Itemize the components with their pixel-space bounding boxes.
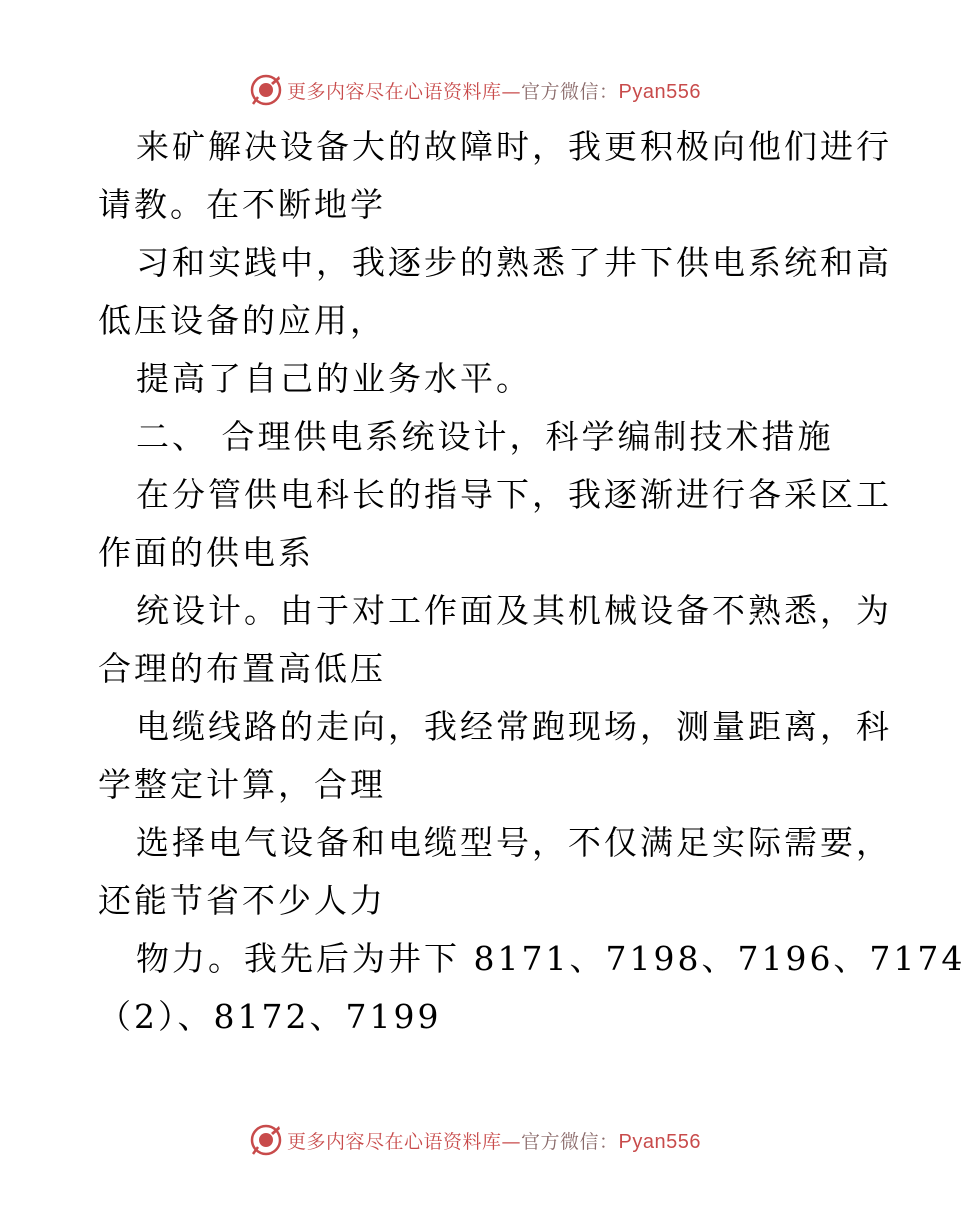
text-line: 选择电气设备和电缆型号，不仅满足实际需要， [136,823,892,862]
text-line: 物力。我先后为井下 8171、7198、7196、7174 [136,939,965,978]
header-banner-inner [249,73,701,107]
header-banner-text [287,77,701,104]
text-line: 请教。在不断地学 [98,185,386,224]
header-wechat-account: Pyan556 [618,80,701,103]
text-line: 作面的供电系 [98,533,314,572]
header-banner [0,70,950,110]
text-line: 学整定计算，合理 [98,765,386,804]
footer-banner [0,1120,950,1160]
text-line: 合理的布置高低压 [98,649,386,688]
text-line: 统设计。由于对工作面及其机械设备不熟悉，为 [136,591,892,630]
footer-slogan: 更多内容尽在心语资料库 [287,1130,502,1153]
footer-dash: — [501,1130,522,1153]
header-dash: — [501,80,522,103]
footer-wechat-account: Pyan556 [618,1130,701,1153]
text-line: （2）、8172、7199 [98,997,442,1036]
footer-banner-inner [249,1123,701,1157]
footer-banner-text [287,1127,701,1154]
text-line: 习和实践中，我逐步的熟悉了井下供电系统和高 [136,243,892,282]
text-line: 电缆线路的走向，我经常跑现场，测量距离，科 [136,707,892,746]
library-logo-icon [249,1123,283,1157]
text-line: 提高了自己的业务水平。 [136,359,532,398]
library-logo-icon [249,73,283,107]
text-line: 低压设备的应用， [98,301,386,340]
text-line: 在分管供电科长的指导下，我逐渐进行各采区工 [136,475,892,514]
text-line: 还能节省不少人力 [98,881,386,920]
footer-wechat-label: 官方微信： [521,1130,619,1153]
text-line: 来矿解决设备大的故障时，我更积极向他们进行 [136,127,892,166]
section-heading: 二、 合理供电系统设计，科学编制技术措施 [136,417,834,456]
header-slogan: 更多内容尽在心语资料库 [287,80,502,103]
document-body [98,118,965,1046]
header-wechat-label: 官方微信： [521,80,619,103]
